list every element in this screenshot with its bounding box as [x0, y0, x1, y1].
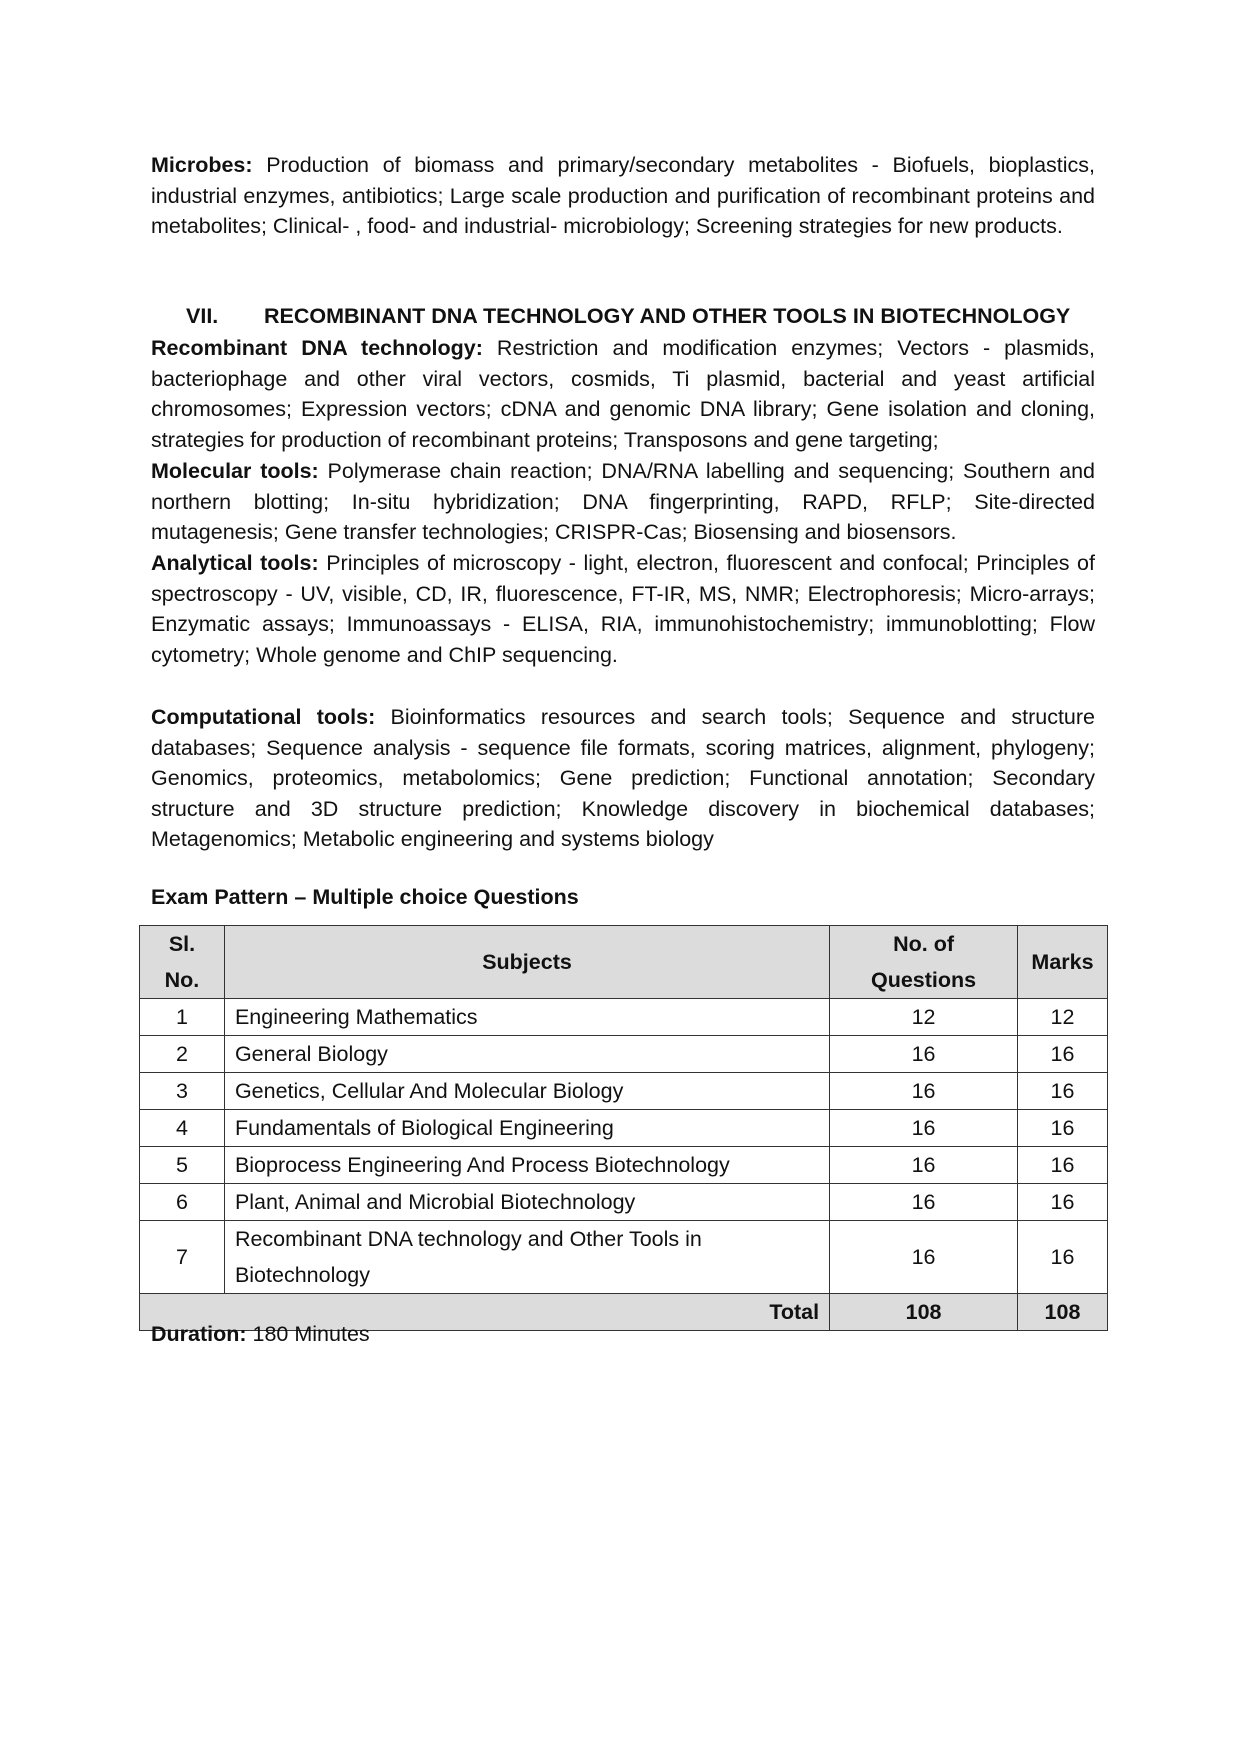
section-number: VII. — [186, 304, 219, 328]
cell-questions: 16 — [830, 1221, 1018, 1294]
recombinant-label: Recombinant DNA technology: — [151, 336, 483, 360]
duration-line — [151, 1322, 370, 1347]
cell-marks: 12 — [1017, 999, 1107, 1036]
table-row — [140, 1036, 1108, 1073]
table-row — [140, 1073, 1108, 1110]
cell-sl: 4 — [140, 1110, 225, 1147]
computational-label: Computational tools: — [151, 705, 376, 729]
exam-pattern-title: Exam Pattern – Multiple choice Questions — [151, 885, 579, 909]
cell-marks: 16 — [1017, 1110, 1107, 1147]
molecular-label: Molecular tools: — [151, 459, 319, 483]
cell-questions: 12 — [830, 999, 1018, 1036]
cell-sl: 1 — [140, 999, 225, 1036]
recombinant-paragraph — [151, 333, 1095, 455]
total-marks: 108 — [1017, 1294, 1107, 1331]
table-row — [140, 1221, 1108, 1294]
exam-pattern-table — [139, 925, 1108, 1331]
cell-marks: 16 — [1017, 1036, 1107, 1073]
total-label: Total — [140, 1294, 830, 1331]
header-questions: No. of Questions — [830, 926, 1018, 999]
microbes-paragraph — [151, 150, 1095, 242]
duration-label: Duration: — [151, 1322, 247, 1346]
table-row — [140, 1184, 1108, 1221]
microbes-label: Microbes: — [151, 153, 253, 177]
cell-sl: 5 — [140, 1147, 225, 1184]
cell-marks: 16 — [1017, 1221, 1107, 1294]
table-row — [140, 1147, 1108, 1184]
cell-subject: Plant, Animal and Microbial Biotechnology — [224, 1184, 829, 1221]
analytical-text: Principles of microscopy - light, electron, fluorescent and confocal; Principles of spectroscopy - UV, visible, CD, IR, fluorescence, FT-IR, MS, NMR; Electrophoresis; Micro-arrays; Enzymatic assays; Immunoassays - ELISA, RIA, immunohistochemistry; immunoblotting; Flow cytometry; Whole genome and ChIP sequencing. — [151, 551, 1095, 667]
cell-subject: Genetics, Cellular And Molecular Biology — [224, 1073, 829, 1110]
recombinant-text: Restriction and modification enzymes; Vectors - plasmids, bacteriophage and other viral vectors, cosmids, Ti plasmid, bacterial and yeast artificial chromosomes; Expression vectors; cDNA and genomic DNA library; Gene isolation and cloning, strategies for production of recombinant proteins; Transposons and gene targeting; — [151, 336, 1095, 452]
cell-marks: 16 — [1017, 1073, 1107, 1110]
molecular-text: Polymerase chain reaction; DNA/RNA labelling and sequencing; Southern and northern blotting; In-situ hybridization; DNA fingerprinting, RAPD, RFLP; Site-directed mutagenesis; Gene transfer technologies; CRISPR-Cas; Biosensing and biosensors. — [151, 459, 1095, 545]
microbes-text: Production of biomass and primary/secondary metabolites - Biofuels, bioplastics, industrial enzymes, antibiotics; Large scale production and purification of recombinant proteins and metabolites; Clinical- , food- and industrial- microbiology; Screening strategies for new products. — [151, 153, 1095, 239]
cell-subject: Bioprocess Engineering And Process Biotechnology — [224, 1147, 829, 1184]
section-title: RECOMBINANT DNA TECHNOLOGY AND OTHER TOOLS IN BIOTECHNOLOGY — [264, 304, 1071, 328]
cell-questions: 16 — [830, 1184, 1018, 1221]
cell-questions: 16 — [830, 1073, 1018, 1110]
cell-sl: 6 — [140, 1184, 225, 1221]
molecular-paragraph — [151, 456, 1095, 548]
cell-sl: 3 — [140, 1073, 225, 1110]
total-questions: 108 — [830, 1294, 1018, 1331]
table-row — [140, 999, 1108, 1036]
section-heading — [186, 304, 1070, 329]
cell-subject: General Biology — [224, 1036, 829, 1073]
cell-subject: Recombinant DNA technology and Other Tools in Biotechnology — [224, 1221, 829, 1294]
duration-value: 180 Minutes — [246, 1322, 370, 1346]
analytical-paragraph — [151, 548, 1095, 670]
cell-marks: 16 — [1017, 1147, 1107, 1184]
table-row — [140, 1110, 1108, 1147]
cell-subject: Fundamentals of Biological Engineering — [224, 1110, 829, 1147]
cell-sl: 7 — [140, 1221, 225, 1294]
cell-subject: Engineering Mathematics — [224, 999, 829, 1036]
header-marks: Marks — [1017, 926, 1107, 999]
cell-marks: 16 — [1017, 1184, 1107, 1221]
header-subjects: Subjects — [224, 926, 829, 999]
cell-questions: 16 — [830, 1147, 1018, 1184]
table-header-row — [140, 926, 1108, 999]
computational-text: Bioinformatics resources and search tools; Sequence and structure databases; Sequence analysis - sequence file formats, scoring matrices, alignment, phylogeny; Genomics, proteomics, metabolomics; Gene prediction; Functional annotation; Secondary structure and 3D structure prediction; Knowledge discovery in biochemical databases; Metagenomics; Metabolic engineering and systems biology — [151, 705, 1095, 852]
analytical-label: Analytical tools: — [151, 551, 319, 575]
header-sl-no: Sl. No. — [140, 926, 225, 999]
cell-questions: 16 — [830, 1110, 1018, 1147]
cell-questions: 16 — [830, 1036, 1018, 1073]
cell-sl: 2 — [140, 1036, 225, 1073]
computational-paragraph — [151, 702, 1095, 855]
